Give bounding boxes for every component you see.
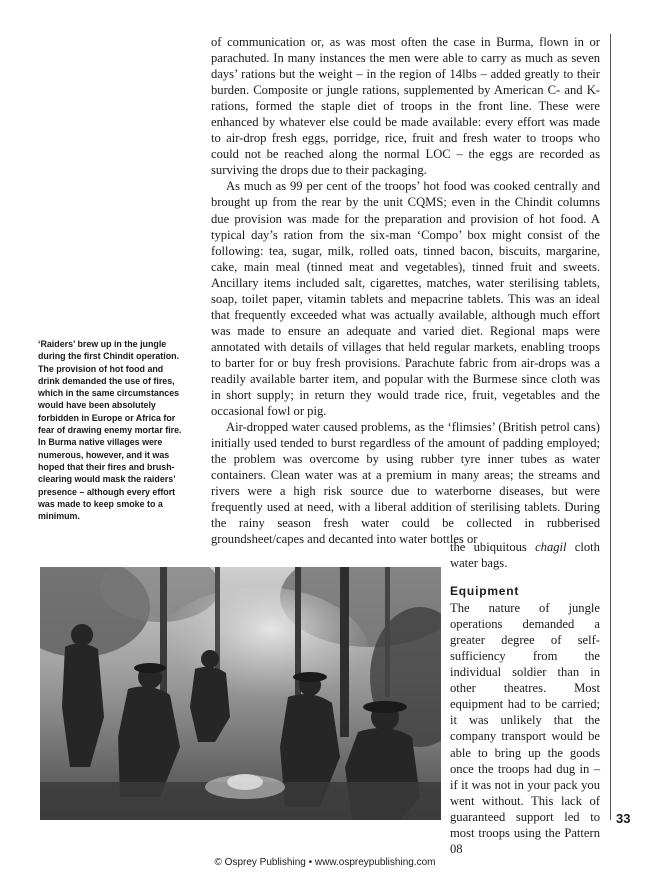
paragraph-1: of communication or, as was most often the case in Burma, flown in or parachuted. In many instances the men were able to carry as much as seven days’ rations but the weight – in the region of 14lbs – added greatly to their burden. Composite or jungle rations, supplemented by American C- and K-rations, formed the staple diet of troops in the front line. These were enhanced by whatever else could be made available: every effort was made to air-drop fresh eggs, porridge, rice, fruit and fresh water to troops who could not be reached along the normal LOC – the eggs are recorded as surviving the drops due to their packaging. <box>211 35 600 178</box>
section-text: The nature of jungle operations demanded a greater degree of self-sufficiency from the individual soldier than in other theatres. Most equipment had to be carried; it was unlikely that the company transport would be able to bring up the goods once the troops had dug in – if it was not in your pack you went without. This lack of guaranteed support led to most troops using the Pattern 08 <box>450 601 600 856</box>
right-column <box>450 539 600 857</box>
footer-copyright: © Osprey Publishing • www.ospreypublishing.com <box>214 857 436 868</box>
body-text <box>211 34 600 548</box>
paragraph-3: Air-dropped water caused problems, as the ‘flimsies’ (British petrol cans) initially used tended to burst regardless of the amount of padding employed; the problem was overcome by using rubber tyre inner tubes as water containers. Clean water was at a premium in many areas; the streams and rivers were a high risk source due to waterborne diseases, but were frequently used at need, with a liberal addition of sterilising tablets. During the rainy season fresh water could be collected in rubberised groundsheet/capes and decanted into water bottles or <box>211 420 600 547</box>
vertical-rule <box>610 34 611 820</box>
page-number: 33 <box>616 811 631 826</box>
photo-jungle-soldiers <box>40 567 441 820</box>
tail-text-after: cloth water bags. <box>450 540 600 571</box>
photo-caption: ‘Raiders’ brew up in the jungle during the first Chindit operation. The provision of hot food and drink demanded the use of fires, which in the same circumstances would have been absolutely forbidden in Europe or Africa for fear of drawing enemy mortar fire. In Burma native villages were numerous, however, and it was hoped that their fires and brush-clearing would mask the raiders’ presence – although every effort was made to keep smoke to a minimum. <box>38 339 182 522</box>
chagil-italic: chagil <box>535 540 567 554</box>
paragraph-3-continued <box>450 539 600 571</box>
tail-text-before: the ubiquitous <box>450 540 536 554</box>
paragraph-2: As much as 99 per cent of the troops’ hot food was cooked centrally and brought up from the rear by the unit CQMS; even in the Chindit columns due provision was made for the preparation and provision of hot food. A typical day’s ration from the six-man ‘Compo’ box might consist of the following: tea, sugar, milk, rolled oats, tinned bacon, biscuits, margarine, cake, main meal (tinned meat and vegetables), tinned fruit and sweets. Ancillary items included salt, cigarettes, matches, water sterilising tablets, soap, toilet paper, vitamin tablets and mepacrine tablets. This was an ideal that frequently exceeded what was actually available, although much effort was made to ensure an adequate and varied diet. Regional maps were annotated with details of villages that held regular markets, enabling troops to barter for or buy fresh provisions. Parachute fabric from air-drops was a readily available barter item, and popular with the Burmese since cloth was in short supply; in return they would trade rice, fruit, vegetables and the occasional fowl or pig. <box>211 179 600 419</box>
section-heading: Equipment <box>450 584 520 599</box>
